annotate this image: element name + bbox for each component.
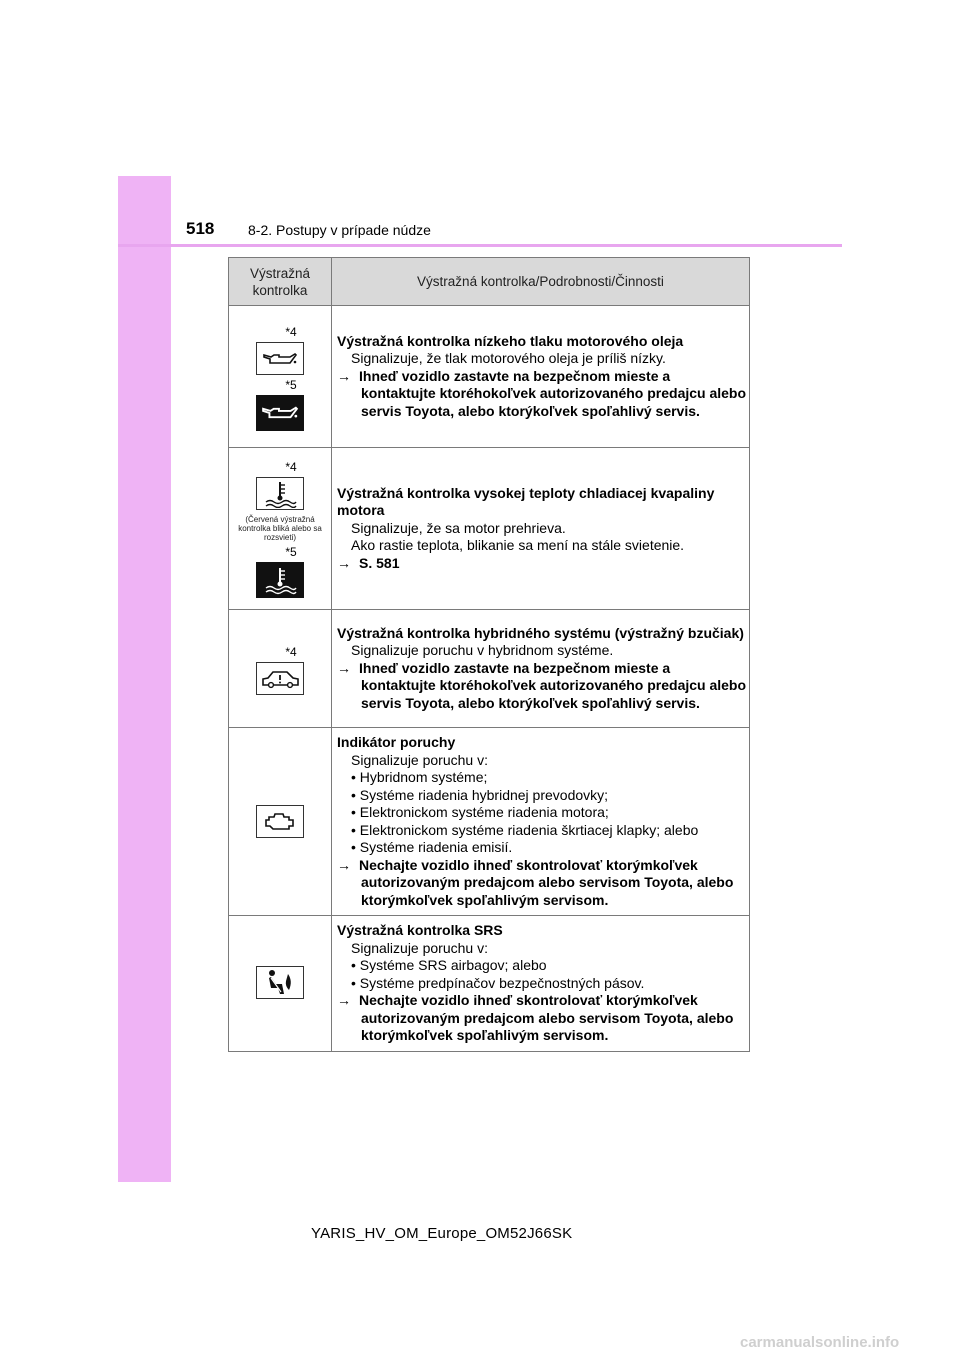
table-row-coolant-temperature (229, 448, 750, 610)
list-item: • Systéme SRS airbagov; alebo (351, 957, 547, 973)
warning-title: Výstražná kontrolka SRS (337, 922, 503, 938)
action-label: Nechajte vozidlo ihneď skontrolovať ktorýmkoľvek autorizovaným predajcom alebo servisom Toyota, alebo ktorýmkoľvek spoľahlivým servisom. (359, 992, 734, 1043)
list-item: • Systéme riadenia emisií. (351, 839, 513, 855)
column-header-details: Výstražná kontrolka/Podrobnosti/Činnosti (332, 258, 750, 306)
check-engine-icon (256, 805, 304, 838)
icon-cell (229, 448, 332, 610)
action-text (337, 555, 747, 573)
page-number: 518 (186, 219, 215, 238)
details-cell (332, 728, 750, 916)
icon-note: *4 (285, 325, 297, 339)
action-label: Ihneď vozidlo zastavte na bezpečnom mieste a kontaktujte ktoréhokoľvek autorizovaného predajcu alebo servis Toyota, alebo ktorýkoľvek spoľahlivý servis. (359, 367, 747, 419)
header-rule (118, 244, 842, 247)
hybrid-system-warning-icon (256, 662, 304, 695)
description-line: Signalizuje poruchu v hybridnom systéme. (351, 642, 614, 659)
description-line: Signalizuje, že sa motor prehrieva. (351, 519, 566, 536)
icon-note: *5 (285, 544, 297, 559)
list-item: • Systéme predpínačov bezpečnostných pásov. (351, 974, 645, 991)
document-code: YARIS_HV_OM_Europe_OM52J66SK (311, 1225, 573, 1242)
list-item: • Systéme riadenia hybridnej prevodovky; (351, 786, 609, 803)
table-header-row (229, 258, 750, 306)
arrow-icon: → (337, 367, 351, 384)
action-text (337, 992, 747, 1045)
arrow-icon: → (337, 992, 351, 1008)
action-label: Ihneď vozidlo zastavte na bezpečnom mieste a kontaktujte ktoréhokoľvek autorizovaného predajcu alebo servis Toyota, alebo ktorýkoľvek spoľahlivý servis. (359, 659, 747, 711)
description-line: Signalizuje, že tlak motorového oleja je príliš nízky. (351, 350, 666, 367)
oil-can-icon (256, 342, 304, 375)
column-header-icon: Výstražná kontrolka (229, 258, 332, 306)
action-text (337, 857, 747, 910)
icon-cell (229, 728, 332, 916)
table-row-srs (229, 916, 750, 1052)
description-line: Ako rastie teplota, blikanie sa mení na stále svietenie. (351, 537, 685, 554)
action-label: Nechajte vozidlo ihneď skontrolovať ktorýmkoľvek autorizovaným predajcom alebo servisom Toyota, alebo ktorýmkoľvek spoľahlivým servisom. (359, 856, 734, 908)
warning-lights-table (228, 257, 750, 1052)
warning-title: Výstražná kontrolka nízkeho tlaku motorového oleja (337, 332, 684, 349)
warning-title: Indikátor poruchy (337, 734, 456, 750)
chapter-sidebar-tab (118, 176, 171, 1182)
warning-title: Výstražná kontrolka vysokej teploty chladiacej kvapaliny motora (337, 484, 715, 519)
warning-title: Výstražná kontrolka hybridného systému (výstražný bzučiak) (337, 624, 744, 641)
oil-can-icon (256, 395, 304, 431)
description-line: Signalizuje poruchu v: (351, 751, 488, 768)
section-title: 8-2. Postupy v prípade núdze (248, 222, 431, 238)
icon-note: *4 (285, 644, 297, 659)
details-cell (332, 916, 750, 1052)
list-item: • Elektronickom systéme riadenia motora; (351, 804, 609, 820)
srs-airbag-icon (256, 966, 304, 999)
list-item: • Elektronickom systéme riadenia škrtiacej klapky; alebo (351, 821, 699, 838)
description-line: Signalizuje poruchu v: (351, 939, 488, 956)
list-item: • Hybridnom systéme; (351, 769, 488, 785)
table-row-hybrid-system (229, 610, 750, 728)
details-cell (332, 306, 750, 448)
icon-note: *4 (285, 460, 297, 475)
coolant-temperature-icon (256, 477, 304, 510)
icon-cell (229, 306, 332, 448)
table-row-oil-pressure (229, 306, 750, 448)
details-cell (332, 448, 750, 610)
page-reference: S. 581 (359, 554, 400, 571)
arrow-icon: → (337, 659, 351, 676)
icon-caption: (Červená výstražná kontrolka bliká alebo sa rozsvieti) (238, 514, 322, 542)
watermark: carmanualsonline.info (740, 1334, 900, 1351)
icon-note: *5 (285, 378, 297, 392)
action-text (337, 660, 747, 713)
action-text (337, 368, 747, 421)
arrow-icon: → (337, 856, 351, 873)
coolant-temperature-icon (256, 562, 304, 598)
arrow-icon: → (337, 554, 351, 571)
table-row-malfunction-indicator (229, 728, 750, 916)
icon-cell (229, 610, 332, 728)
icon-cell (229, 916, 332, 1052)
details-cell (332, 610, 750, 728)
